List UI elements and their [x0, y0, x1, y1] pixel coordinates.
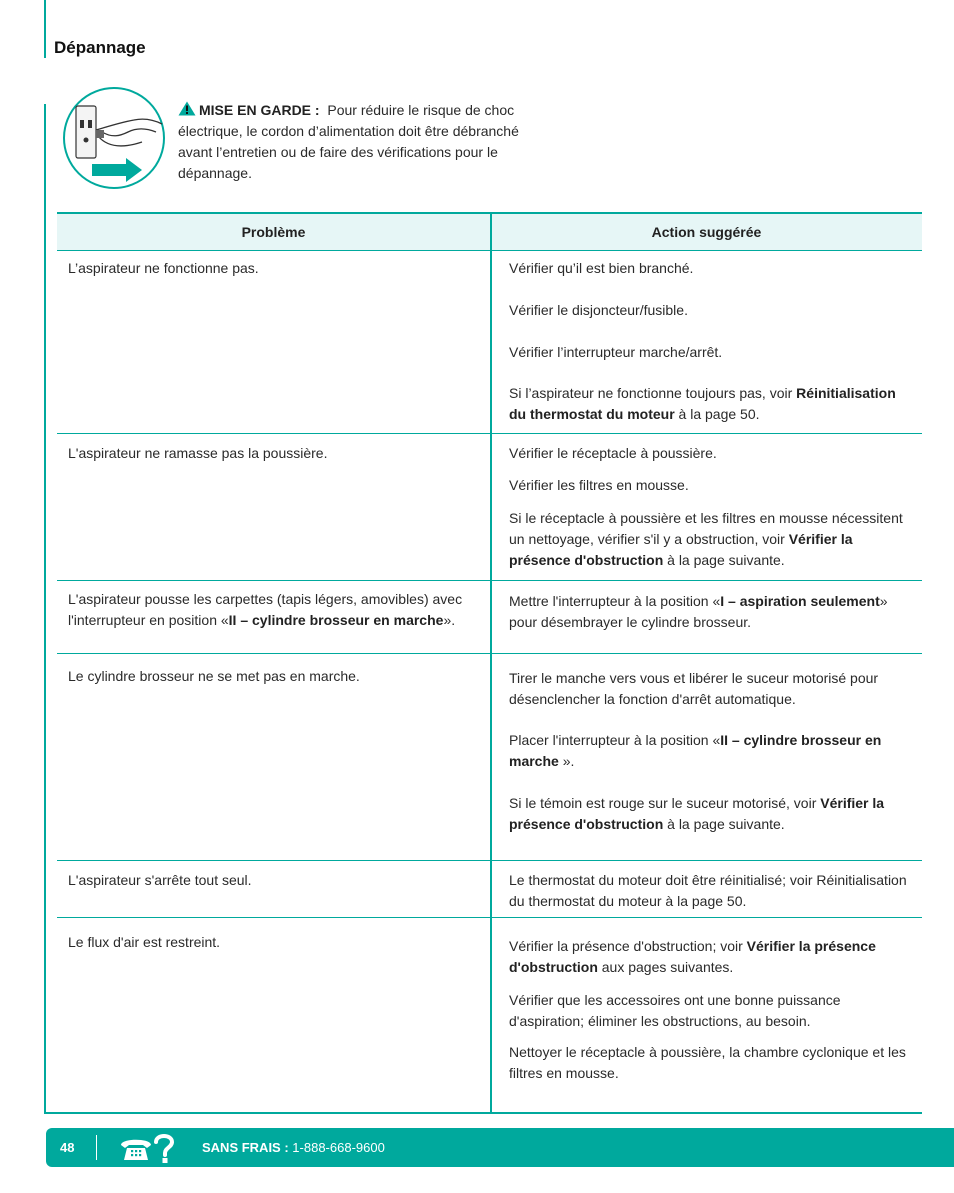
action-item: Vérifier que les accessoires ont une bonne puissance d'aspiration; éliminer les obstructions, au besoin. [509, 992, 841, 1029]
warning-text: Pour réduire le risque de choc électrique, le cordon d’alimentation doit être débranché avant l’entretien ou de faire des vérifications pour le dépannage. [178, 102, 519, 181]
warning-notice [178, 100, 538, 184]
table-row [57, 654, 922, 861]
column-header-action: Action suggérée [651, 224, 762, 240]
footer-divider [96, 1135, 97, 1160]
warning-triangle-icon [178, 101, 196, 116]
action-item: Placer l'interrupteur à la position «II – cylindre brosseur en marche ». [509, 732, 882, 769]
problem-cell: Le flux d'air est restreint. [68, 934, 221, 950]
accent-rule-left [44, 104, 46, 1114]
action-item: Vérifier le disjoncteur/fusible. [509, 302, 688, 318]
toll-free-number [202, 1128, 385, 1167]
accent-rule-top [44, 0, 46, 58]
action-item: Nettoyer le réceptacle à poussière, la chambre cyclonique et les filtres en mousse. [509, 1044, 906, 1081]
action-item: Tirer le manche vers vous et libérer le suceur motorisé pour désenclencher la fonction d'arrêt automatique. [509, 670, 879, 707]
table-row [57, 250, 922, 434]
footer-bar [46, 1128, 954, 1167]
phone-question-icon [118, 1132, 176, 1164]
action-item: Vérifier qu’il est bien branché. [509, 260, 694, 276]
troubleshooting-table [57, 212, 922, 1081]
action-item: Vérifier le réceptacle à poussière. [509, 445, 717, 461]
problem-cell: Le cylindre brosseur ne se met pas en marche. [68, 668, 360, 684]
problem-cell: L’aspirateur ne fonctionne pas. [68, 260, 259, 276]
problem-cell: L'aspirateur s'arrête tout seul. [68, 872, 252, 888]
action-item: Vérifier la présence d'obstruction; voir Vérifier la présence d'obstruction aux pages suivantes. [509, 938, 876, 975]
unplug-illustration-icon [62, 86, 166, 190]
action-item: Si le réceptacle à poussière et les filtres en mousse nécessitent un nettoyage, vérifier s'il y a obstruction, voir Vérifier la présence d'obstruction à la page suivante. [509, 510, 903, 568]
column-header-problem: Problème [241, 224, 306, 240]
action-item: Le thermostat du moteur doit être réinitialisé; voir Réinitialisation du thermostat du moteur à la page 50. [509, 872, 907, 909]
action-item: Vérifier les filtres en mousse. [509, 477, 689, 493]
table-row [57, 434, 922, 581]
page-title: Dépannage [54, 38, 146, 57]
toll-free-label: SANS FRAIS : [202, 1140, 289, 1155]
table-row [57, 861, 922, 918]
action-item: Mettre l'interrupteur à la position «I – aspiration seulement» pour désembrayer le cylindre brosseur. [509, 593, 888, 630]
page-number: 48 [60, 1140, 75, 1155]
action-item: Vérifier l’interrupteur marche/arrêt. [509, 344, 723, 360]
action-item: Si le témoin est rouge sur le suceur motorisé, voir Vérifier la présence d'obstruction à la page suivante. [509, 795, 885, 832]
problem-cell: L'aspirateur pousse les carpettes (tapis légers, amovibles) avec l'interrupteur en position «II – cylindre brosseur en marche». [68, 591, 463, 628]
warning-label: MISE EN GARDE : [199, 102, 320, 118]
problem-cell: L'aspirateur ne ramasse pas la poussière. [68, 445, 328, 461]
action-item: Si l’aspirateur ne fonctionne toujours pas, voir Réinitialisation du thermostat du moteur à la page 50. [509, 385, 896, 422]
phone-number: 1-888-668-9600 [292, 1140, 385, 1155]
table-row [57, 918, 922, 1112]
table-row [57, 581, 922, 654]
accent-rule-bottom [44, 1112, 922, 1114]
